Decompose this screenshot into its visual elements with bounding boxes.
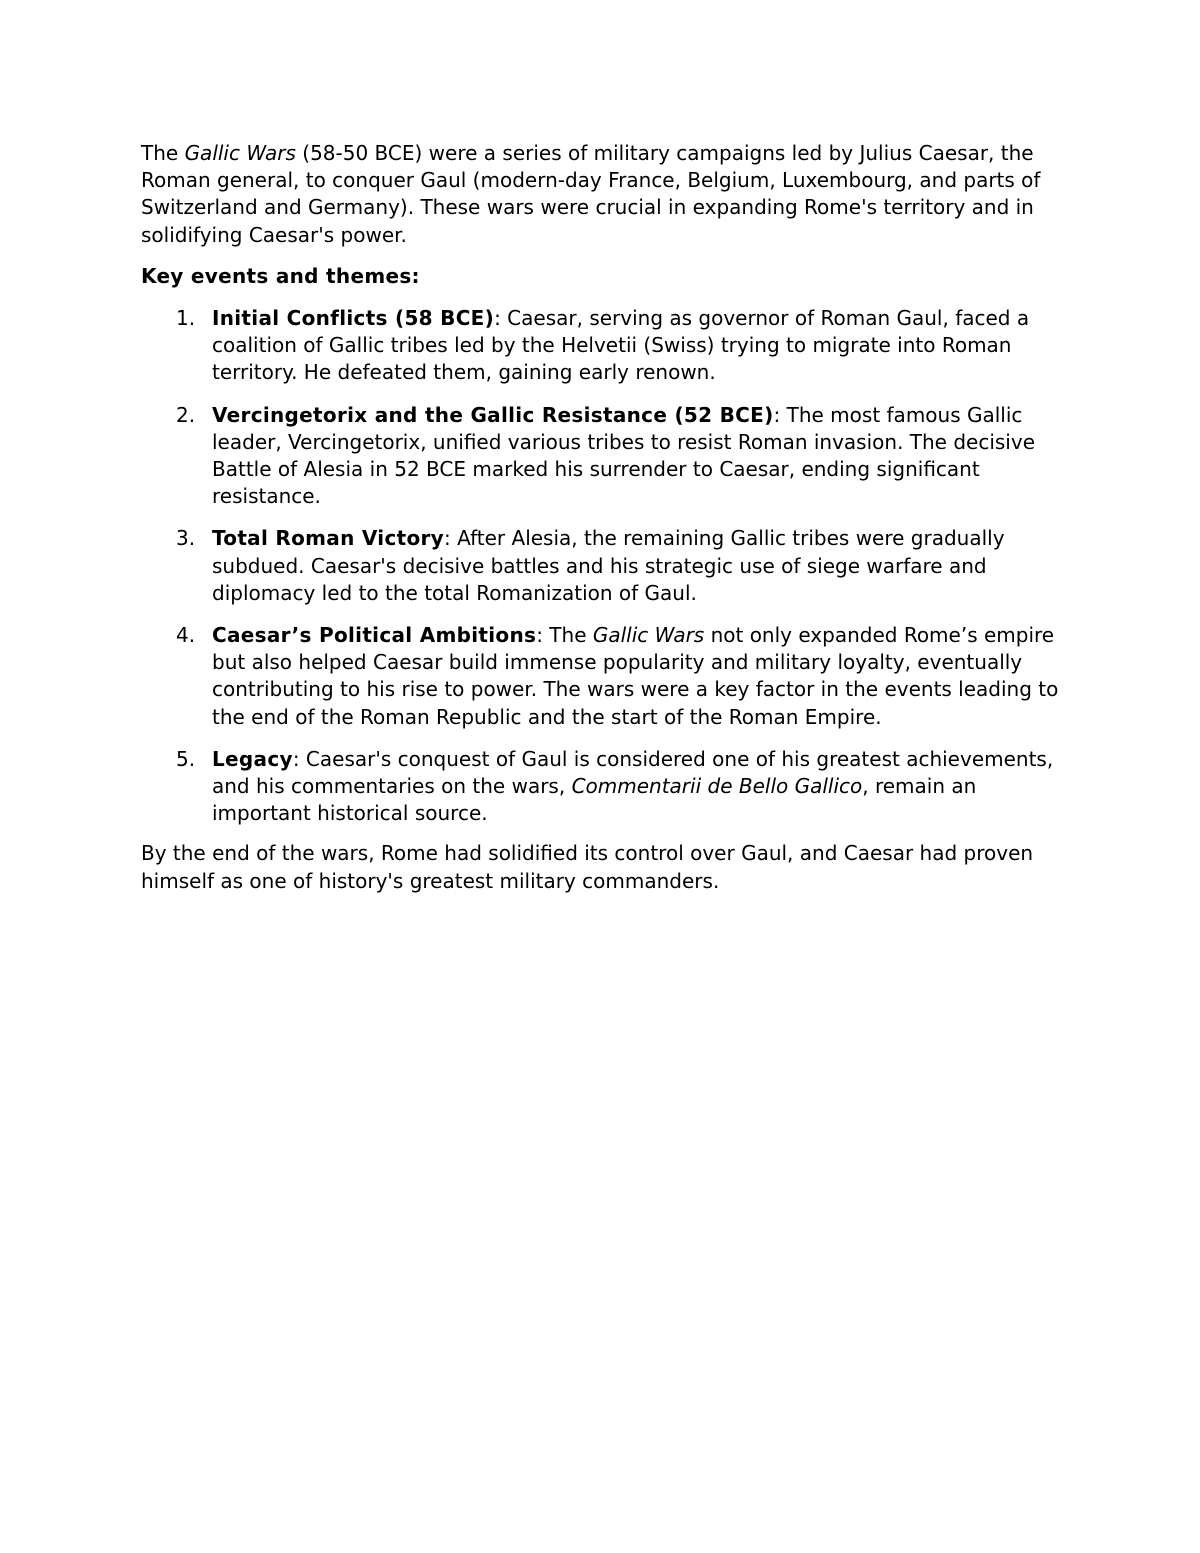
- list-item: [141, 622, 1061, 731]
- intro-text-1: The: [141, 141, 185, 165]
- section-subheading: Key events and themes:: [141, 263, 420, 288]
- list-item-text-1: : Caesar's conquest of Gaul is considered one of his greatest achievements, and his commentaries on the wars,: [212, 746, 1054, 799]
- document-page: [141, 140, 1061, 895]
- list-item: [141, 746, 1061, 828]
- list-item-number: 2.: [176, 402, 196, 427]
- list-item-italic-title: Gallic Wars: [592, 623, 705, 648]
- key-events-list: [141, 305, 1061, 827]
- intro-italic-title: Gallic Wars: [184, 141, 296, 165]
- list-item-text-2: not only expanded Rome’s empire but also helped Caesar build immense popularity and military loyalty, eventually contributing to his rise to power. The wars were a key factor in the events leading to the end of the Roman Republic and the start of the Roman Empire.: [212, 623, 1059, 729]
- list-item-number: 3.: [176, 526, 196, 551]
- list-item: [141, 305, 1061, 387]
- list-item-term: Caesar’s Political Ambitions: [212, 623, 537, 648]
- list-item: [141, 525, 1061, 607]
- list-item-term: Legacy: [212, 746, 293, 771]
- list-item-text-1: : The: [536, 623, 593, 648]
- list-item-number: 5.: [176, 746, 196, 771]
- list-item-text: : Caesar, serving as governor of Roman Gaul, faced a coalition of Gallic tribes led by the Helvetii (Swiss) trying to migrate into Roman territory. He defeated them, gaining early renown.: [212, 306, 1030, 385]
- list-item-number: 4.: [176, 623, 196, 648]
- list-item-term: Total Roman Victory: [212, 526, 445, 551]
- list-item-text: : The most famous Gallic leader, Vercingetorix, unified various tribes to resist Roman invasion. The decisive Battle of Alesia in 52 BCE marked his surrender to Caesar, ending significant resistance.: [212, 402, 1036, 509]
- list-item-term: Initial Conflicts (58 BCE): [212, 306, 495, 331]
- intro-paragraph: [141, 140, 1061, 249]
- conclusion-paragraph: By the end of the wars, Rome had solidified its control over Gaul, and Caesar had proven himself as one of history's greatest military commanders.: [141, 841, 1034, 893]
- list-item-italic-title: Commentarii de Bello Gallico: [571, 774, 863, 799]
- list-item-text-2: , remain an important historical source.: [212, 774, 977, 826]
- list-item: [141, 402, 1061, 511]
- list-item-term: Vercingetorix and the Gallic Resistance (52 BCE): [212, 402, 774, 427]
- list-item-number: 1.: [176, 306, 196, 331]
- intro-text-2: (58-50 BCE) were a series of military campaigns led by Julius Caesar, the Roman general, to conquer Gaul (modern-day France, Belgium, Luxembourg, and parts of Switzerland and Germany). These wars were crucial in expanding Rome's territory and in solidifying Caesar's power.: [141, 141, 1041, 247]
- list-item-text: : After Alesia, the remaining Gallic tribes were gradually subdued. Caesar's decisive battles and his strategic use of siege warfare and diplomacy led to the total Romanization of Gaul.: [212, 526, 1005, 605]
